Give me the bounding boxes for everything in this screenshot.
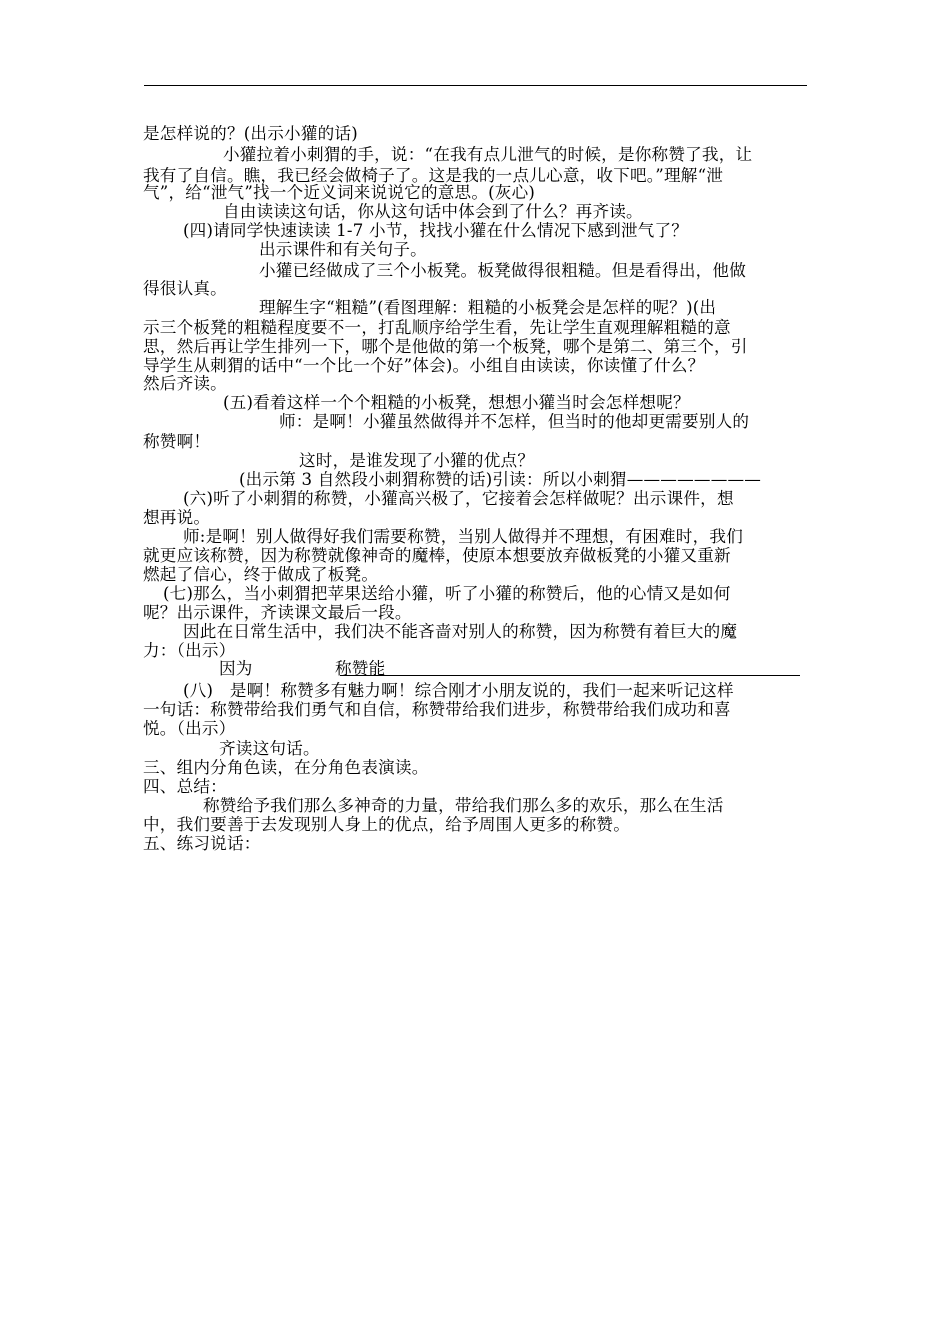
text-line: 就更应该称赞，因为称赞就像神奇的魔棒，使原本想要放弃做板凳的小獾又重新 <box>143 546 731 565</box>
text-line: 呢？出示课件，齐读课文最后一段。 <box>143 603 412 622</box>
text-line: (出示第 3 自然段小刺猬称赞的话)引读：所以小刺猬———————— <box>239 470 762 489</box>
text-line: 自由读读这句话，你从这句话中体会到了什么？再齐读。 <box>223 202 643 221</box>
text-line: 力：（出示） <box>143 641 236 660</box>
text-line: 出示课件和有关句子。 <box>259 240 427 259</box>
text-line: (四)请同学快速读读 1-7 小节，找找小獾在什么情况下感到泄气了？ <box>183 221 689 240</box>
text-line: 悦。（出示） <box>143 719 236 738</box>
text-line: 称赞能 <box>335 659 386 678</box>
text-line: (六)听了小刺猬的称赞，小獾高兴极了，它接着会怎样做呢？出示课件，想 <box>183 489 734 508</box>
text-line: 师:是啊！别人做得好我们需要称赞，当别人做得并不理想，有困难时，我们 <box>183 527 743 546</box>
text-line: 我有了自信。瞧，我已经会做椅子了。这是我的一点儿心意，收下吧。”理解“泄 <box>143 166 724 185</box>
text-line: (五)看着这样一个个粗糙的小板凳，想想小獾当时会怎样想呢？ <box>223 393 690 412</box>
text-line: 因此在日常生活中，我们决不能吝啬对别人的称赞，因为称赞有着巨大的魔 <box>183 622 738 641</box>
text-line: 思，然后再让学生排列一下，哪个是他做的第一个板凳，哪个是第二、第三个，引 <box>143 337 748 356</box>
text-line: 因为 <box>219 659 253 678</box>
text-line: 小獾已经做成了三个小板凳。板凳做得很粗糙。但是看得出，他做 <box>259 261 747 280</box>
text-line: 然后齐读。 <box>143 374 227 393</box>
text-line: 小獾拉着小刺猬的手，说：“在我有点儿泄气的时候，是你称赞了我，让 <box>223 145 753 164</box>
text-line: (八) 是啊！称赞多有魅力啊！综合刚才小朋友说的，我们一起来听记这样 <box>183 681 734 700</box>
text-line: 五、练习说话： <box>143 834 261 853</box>
fill-in-blank-line <box>340 675 800 676</box>
text-line: 称赞啊！ <box>143 432 211 451</box>
text-line: 想再说。 <box>143 508 211 527</box>
text-line: 师：是啊！小獾虽然做得并不怎样，但当时的他却更需要别人的 <box>279 412 750 431</box>
text-line: 导学生从刺猬的话中“一个比一个好”体会)。小组自由读读，你读懂了什么？ <box>143 356 705 375</box>
text-line: 一句话：称赞带给我们勇气和自信，称赞带给我们进步，称赞带给我们成功和喜 <box>143 700 731 719</box>
text-line: 中，我们要善于去发现别人身上的优点，给予周围人更多的称赞。 <box>143 815 631 834</box>
text-line: 得很认真。 <box>143 279 227 298</box>
text-line: 是怎样说的？(出示小獾的话) <box>143 124 358 143</box>
text-line: (七)那么，当小刺猬把苹果送给小獾，听了小獾的称赞后，他的心情又是如何 <box>163 584 731 603</box>
header-rule <box>144 85 807 86</box>
text-line: 燃起了信心，终于做成了板凳。 <box>143 565 379 584</box>
text-line: 这时，是谁发现了小獾的优点？ <box>299 451 535 470</box>
text-line: 四、总结： <box>143 777 227 796</box>
text-line: 理解生字“粗糙”(看图理解：粗糙的小板凳会是怎样的呢？)(出 <box>259 298 717 317</box>
text-line: 三、组内分角色读，在分角色表演读。 <box>143 758 429 777</box>
text-line: 称赞给予我们那么多神奇的力量，带给我们那么多的欢乐，那么在生活 <box>203 796 724 815</box>
text-line: 齐读这句话。 <box>219 739 320 758</box>
text-line: 气”，给“泄气”找一个近义词来说说它的意思。(灰心) <box>143 183 536 202</box>
text-line: 示三个板凳的粗糙程度要不一，打乱顺序给学生看，先让学生直观理解粗糙的意 <box>143 318 731 337</box>
